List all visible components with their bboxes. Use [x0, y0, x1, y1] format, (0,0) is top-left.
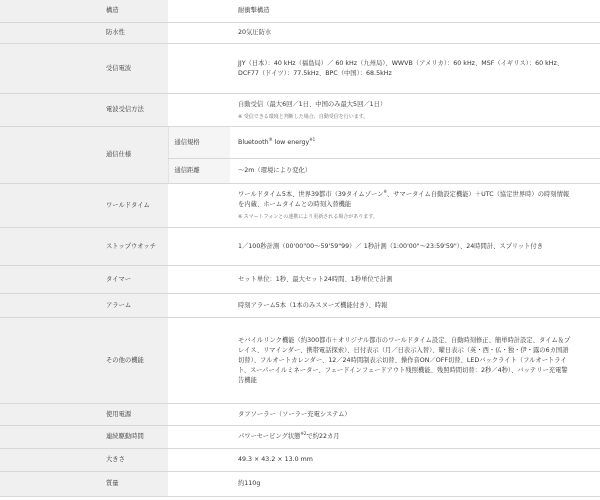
spec-label: タイマー [0, 266, 168, 294]
spec-value-text: で約22カ月 [306, 433, 340, 440]
spec-value: 20気圧防水 [168, 23, 600, 44]
spec-note: ※ 受信できる環境と判断した場合、自動受信を行います。 [238, 113, 369, 120]
spec-label: 使用電源 [0, 404, 168, 426]
spec-label: 質量 [0, 472, 168, 497]
spec-label: その他の機能 [0, 318, 168, 404]
spec-row-comm-standard [0, 127, 600, 159]
spec-value-text: 自動受信（最大6回／1日、中国のみ最大5回／1日） [238, 100, 387, 108]
spec-value [168, 426, 600, 449]
spec-value [230, 127, 600, 159]
spec-value [168, 94, 600, 127]
spec-sublabel: 通信距離 [168, 159, 230, 184]
spec-value: 1／100秒計測（00'00"00～59'59"99）／ 1秒計測（1:00'00"～23:59'59"）、24時間計、スプリット付き [168, 228, 600, 266]
spec-row-runtime [0, 426, 600, 449]
spec-value-text: low energy [272, 138, 310, 146]
spec-row-other [0, 318, 600, 404]
spec-sublabel: 通信規格 [168, 127, 230, 159]
spec-label: ワールドタイム [0, 184, 168, 228]
spec-row-worldtime [0, 184, 600, 228]
footnote-mark: ※1 [309, 136, 316, 142]
spec-note: ※ スマートフォンとの連携により更新される場合があります。 [238, 214, 378, 220]
spec-value: ～2m（環境により変化） [230, 159, 600, 184]
spec-row-size [0, 449, 600, 472]
spec-value: JJY（日本）：40 kHz（福島局）／ 60 kHz（九州局）、WWVB（アメリカ）：60 kHz、MSF（イギリス）：60 kHz、DCF77（ドイツ）：77.5kHz、BPC（中国）：68.5kHz [168, 44, 600, 94]
spec-value-text: Bluetooth [238, 138, 269, 146]
spec-row-structure [0, 0, 600, 23]
spec-label: 受信電波 [0, 44, 168, 94]
spec-value: 49.3 × 43.2 × 13.0 mm [168, 449, 600, 472]
spec-label: 構造 [0, 0, 168, 23]
spec-label: 防水性 [0, 23, 168, 44]
spec-value [168, 184, 600, 228]
spec-value: 約110g [168, 472, 600, 497]
spec-label: 電波受信方法 [0, 94, 168, 127]
spec-label: 連続駆動時間 [0, 426, 168, 449]
spec-row-water [0, 23, 600, 44]
spec-label: ストップウオッチ [0, 228, 168, 266]
spec-row-timer [0, 266, 600, 294]
footnote-mark: ※ [383, 188, 387, 194]
spec-value: 時刻アラーム5本（1本のみスヌーズ機能付き）、時報 [168, 294, 600, 318]
spec-row-reception [0, 94, 600, 127]
spec-row-power [0, 404, 600, 426]
spec-value-text: ワールドタイム5本、世界39都市（39タイムゾーン [238, 191, 384, 198]
spec-value-text: パワーセービング状態 [238, 433, 301, 440]
spec-value: 耐衝撃構造 [168, 0, 600, 23]
footnote-mark: ※2 [300, 430, 307, 436]
registered-mark: ® [268, 136, 273, 142]
spec-label: 大きさ [0, 449, 168, 472]
spec-row-stopwatch [0, 228, 600, 266]
spec-value: セット単位：1秒、最大セット24時間、1秒単位で計測 [168, 266, 600, 294]
spec-value: モバイルリンク機能（約300都市＋オリジナル都市のワールドタイム設定、自動時刻修正、簡単時計設定、タイム＆プレイス、リマインダー、携帯電話探索）、日付表示（月／日表示入替）、曜日表示（英・西・仏・独・伊・露の6カ国語切替）、フルオートカレンダー、12／24時間制表示切替、操作音ON／OFF切替、LEDバックライト（フルオートライト、スーパーイルミネーター、フェードインフェードアウト残照機能、残照時間切替：2秒／4秒）、バッテリー充電警告機能 [168, 318, 600, 404]
spec-row-weight [0, 472, 600, 497]
spec-label: アラーム [0, 294, 168, 318]
spec-value-text: 、サマータイム自動設定機能）＋UTC（協定世界時）の時刻情報を内蔵、ホームタイムとの時刻入替機能 [238, 191, 570, 208]
spec-row-radio [0, 44, 600, 94]
spec-row-alarm [0, 294, 600, 318]
spec-value: タフソーラー（ソーラー充電システム） [168, 404, 600, 426]
spec-label: 通信仕様 [0, 127, 168, 184]
